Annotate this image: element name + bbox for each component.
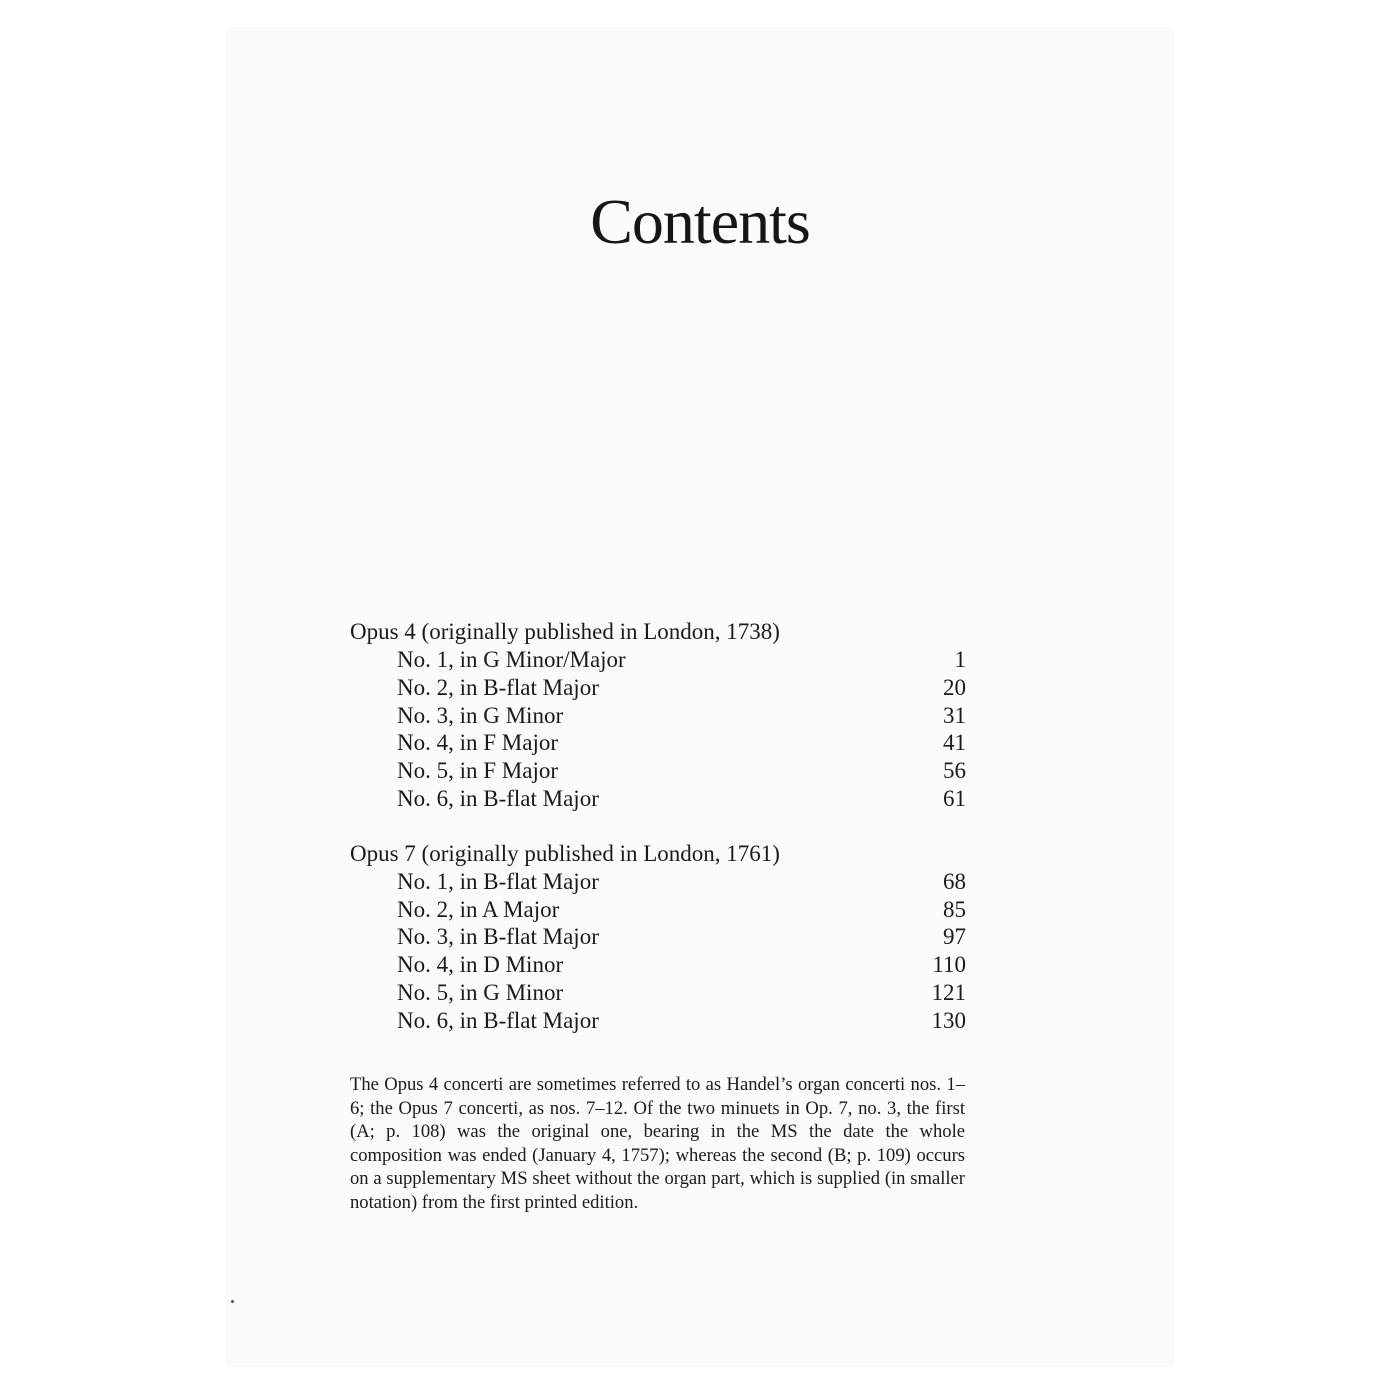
entry-label: No. 1, in B-flat Major xyxy=(397,868,599,894)
toc-entry[interactable] xyxy=(350,646,966,674)
entry-page-number: 130 xyxy=(931,1007,966,1033)
entry-page-number: 121 xyxy=(931,979,966,1005)
entry-label: No. 2, in A Major xyxy=(397,896,560,922)
entry-page-number: 41 xyxy=(943,730,966,756)
paper-speck xyxy=(231,1300,234,1303)
section-heading: Opus 7 (originally published in London, 1761) xyxy=(350,840,780,866)
entry-page-number: 20 xyxy=(943,674,966,700)
entry-label: No. 3, in B-flat Major xyxy=(397,924,599,950)
entry-label: No. 1, in G Minor/Major xyxy=(397,647,626,672)
entry-label: No. 6, in B-flat Major xyxy=(397,785,599,811)
entry-page-number: 110 xyxy=(932,952,966,978)
entry-label: No. 4, in D Minor xyxy=(397,952,564,978)
entry-label: No. 5, in F Major xyxy=(397,758,558,784)
toc-entry[interactable] xyxy=(350,702,966,730)
entry-page-number: 85 xyxy=(943,896,966,922)
entry-label: No. 6, in B-flat Major xyxy=(397,1007,599,1033)
toc-section-opus-7 xyxy=(350,840,966,1035)
entry-page-number: 1 xyxy=(954,647,966,672)
toc-entry[interactable] xyxy=(350,785,966,813)
entry-label: No. 2, in B-flat Major xyxy=(397,674,599,700)
toc-entry[interactable] xyxy=(350,868,966,896)
entry-label: No. 5, in G Minor xyxy=(397,979,564,1005)
entry-page-number: 97 xyxy=(943,924,966,950)
toc-entry[interactable] xyxy=(350,896,966,924)
entry-page-number: 31 xyxy=(943,702,966,728)
table-of-contents xyxy=(350,618,966,1062)
toc-entry[interactable] xyxy=(350,757,966,785)
toc-entry[interactable] xyxy=(350,1007,966,1035)
entry-page-number: 68 xyxy=(943,868,966,894)
toc-entry[interactable] xyxy=(350,674,966,702)
entry-page-number: 61 xyxy=(943,785,966,811)
page-title: Contents xyxy=(590,186,810,257)
entry-label: No. 3, in G Minor xyxy=(397,702,564,728)
section-heading: Opus 4 (originally published in London, 1738) xyxy=(350,619,780,644)
toc-entry[interactable] xyxy=(350,729,966,757)
toc-entry[interactable] xyxy=(350,979,966,1007)
entry-page-number: 56 xyxy=(943,758,966,784)
toc-section-opus-4 xyxy=(350,618,966,813)
toc-entry[interactable] xyxy=(350,951,966,979)
toc-entry[interactable] xyxy=(350,923,966,951)
entry-label: No. 4, in F Major xyxy=(397,730,558,756)
editorial-note: The Opus 4 concerti are sometimes referred to as Handel’s organ concerti nos. 1–6; the Opus 7 concerti, as nos. 7–12. Of the two minuets in Op. 7, no. 3, the first (A; p. 108) was the original one, bearing in the MS the date the whole composition was ended (January 4, 1757); whereas the second (B; p. 109) occurs on a supplementary MS sheet without the organ part, which is supplied (in smaller notation) from the first printed edition. xyxy=(350,1074,965,1213)
